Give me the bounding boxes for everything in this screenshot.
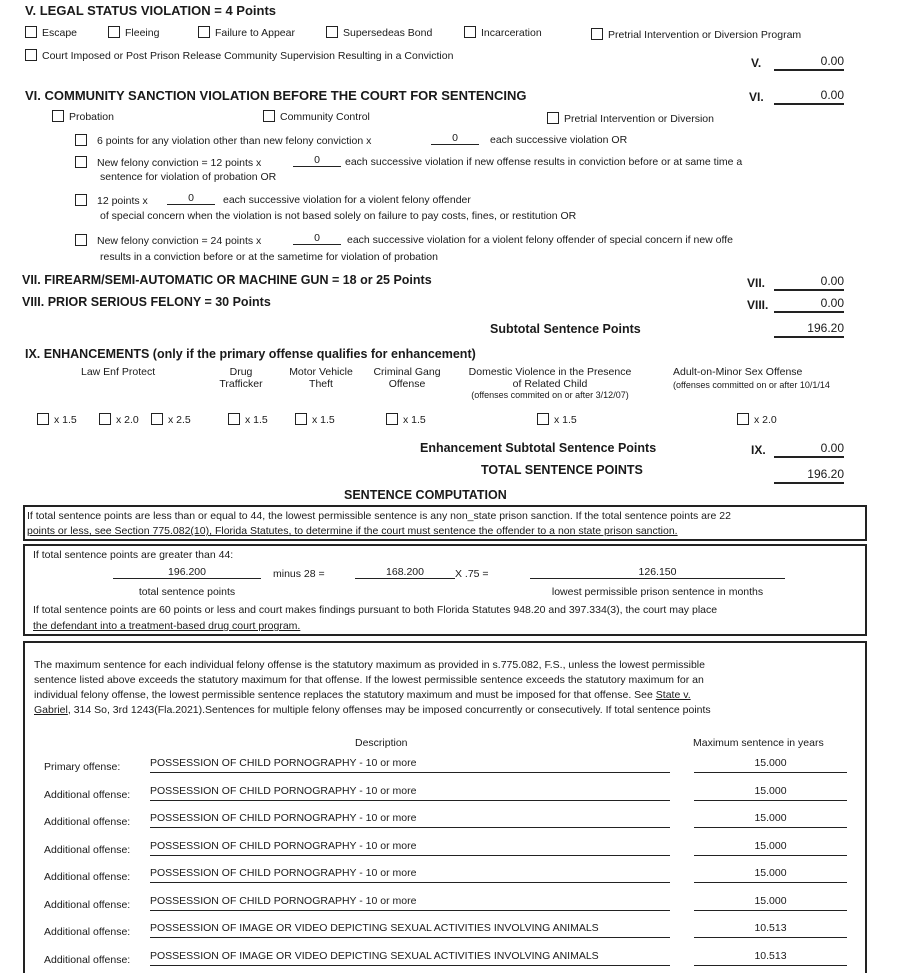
offense-row [25, 865, 865, 891]
heading-note: (offenses commited on or after 3/12/07) [471, 390, 629, 400]
supersedeas-bond-option[interactable] [326, 26, 432, 39]
checkbox[interactable] [75, 134, 87, 146]
offense-description[interactable]: POSSESSION OF CHILD PORNOGRAPHY - 10 or more [150, 840, 670, 856]
para-text: individual felony offense, the lowest permissible sentence replaces the statutory maximum and must be imposed for that offense. See [34, 689, 656, 701]
offense-type: Additional offense: [44, 816, 131, 828]
checkbox[interactable] [108, 26, 120, 38]
offense-description[interactable]: POSSESSION OF CHILD PORNOGRAPHY - 10 or more [150, 812, 670, 828]
heading-line: Domestic Violence in the Presence [468, 366, 632, 378]
checkbox[interactable] [326, 26, 338, 38]
checkbox[interactable] [75, 194, 87, 206]
section-v-label: V. [751, 56, 762, 70]
incarceration-option[interactable] [464, 26, 542, 39]
rule-text: New felony conviction = 24 points x [97, 235, 262, 247]
offense-row [25, 893, 865, 919]
max-years-column-header: Maximum sentence in years [693, 737, 824, 749]
rule-text: 12 points x [97, 195, 148, 207]
section-vi-label: VI. [749, 90, 764, 104]
checkbox[interactable] [99, 413, 111, 425]
high-points-box [23, 544, 867, 636]
offense-type: Additional offense: [44, 926, 131, 938]
law-enf-x2.0[interactable] [99, 413, 139, 426]
section-v-title: V. LEGAL STATUS VIOLATION = 4 Points [25, 3, 277, 18]
checkbox[interactable] [75, 234, 87, 246]
enhancement-subtotal-label: Enhancement Subtotal Sentence Points [420, 441, 657, 455]
heading-note: (offenses committed on or after 10/1/14 [673, 380, 830, 390]
checkbox[interactable] [25, 49, 37, 61]
low-points-line1: If total sentence points are less than or equal to 44, the lowest permissible sentence is any non_state prison sanction. If the total sentence points are 22 [27, 510, 731, 522]
case-citation-link[interactable]: State v. [655, 689, 691, 701]
section-v-value[interactable]: 0.00 [774, 54, 844, 71]
section-vii-label: VII. [747, 276, 766, 290]
heading-line: Offense [388, 378, 426, 390]
rule-text: New felony conviction = 12 points x [97, 157, 262, 169]
option-label: Escape [42, 27, 78, 39]
escape-option[interactable] [25, 26, 77, 39]
offense-description[interactable]: POSSESSION OF CHILD PORNOGRAPHY - 10 or more [150, 895, 670, 911]
rule-24-suffix: each successive violation for a violent felony offender of special concern if new offe [347, 234, 734, 246]
total-sentence-points-label: TOTAL SENTENCE POINTS [481, 463, 643, 477]
case-citation-link[interactable]: Gabriel [34, 704, 68, 716]
community-supervision-option[interactable] [25, 49, 453, 62]
multiplier-label: x 2.0 [116, 414, 139, 426]
offense-row [25, 838, 865, 864]
multiplier-label: x 1.5 [403, 414, 426, 426]
law-enf-x2.5[interactable] [151, 413, 191, 426]
domestic-violence-heading [456, 366, 644, 400]
offense-description[interactable]: POSSESSION OF CHILD PORNOGRAPHY - 10 or more [150, 785, 670, 801]
heading-line: Drug [229, 366, 253, 378]
drug-court-line2: the defendant into a treatment-based drug court program. [33, 620, 301, 632]
total-points-caption: total sentence points [138, 586, 236, 598]
rule-12-points [75, 156, 261, 169]
section-viii-title: VIII. PRIOR SERIOUS FELONY = 30 Points [22, 295, 271, 309]
option-label: Incarceration [481, 27, 542, 39]
offense-type: Additional offense: [44, 954, 131, 966]
option-label: Fleeing [125, 27, 160, 39]
offense-type: Additional offense: [44, 871, 131, 883]
section-vi-value[interactable]: 0.00 [774, 88, 844, 105]
total-sentence-points-value[interactable]: 196.20 [774, 467, 844, 484]
offense-row [25, 948, 865, 974]
offense-max-years[interactable]: 10.513 [694, 922, 847, 938]
max-sentence-box [23, 641, 867, 973]
pretrial-diversion-option[interactable] [547, 112, 714, 125]
option-label: Pretrial Intervention or Diversion [564, 113, 714, 125]
times-75-label: X .75 = [455, 568, 489, 580]
drug-trafficker-x1.5[interactable] [228, 413, 268, 426]
section-ix-label: IX. [751, 443, 766, 457]
heading-line: Adult-on-Minor Sex Offense [673, 366, 803, 378]
max-para-line1: The maximum sentence for each individual felony offense is the statutory maximum as provided in s.775.082, F.S., unless the lowest permissible [34, 659, 705, 671]
domestic-violence-x1.5[interactable] [537, 413, 577, 426]
probation-option[interactable] [52, 110, 114, 123]
multiplier-label: x 1.5 [312, 414, 335, 426]
offense-max-years[interactable]: 15.000 [694, 812, 847, 828]
option-label: Supersedeas Bond [343, 27, 433, 39]
adult-on-minor-x2.0[interactable] [737, 413, 777, 426]
rule-6-points [75, 134, 371, 147]
checkbox[interactable] [198, 26, 210, 38]
offense-max-years[interactable]: 15.000 [694, 840, 847, 856]
lowest-months-field[interactable]: 126.150 [530, 566, 785, 579]
offense-description[interactable]: POSSESSION OF CHILD PORNOGRAPHY - 10 or more [150, 757, 670, 773]
high-points-heading: If total sentence points are greater than 44: [33, 549, 234, 561]
heading-line: Theft [309, 378, 333, 390]
subtotal-label: Subtotal Sentence Points [490, 322, 641, 336]
rule-12-line2: sentence for violation of probation OR [100, 171, 277, 183]
checkbox[interactable] [52, 110, 64, 122]
offense-type: Additional offense: [44, 844, 131, 856]
law-enf-protect-heading: Law Enf Protect [81, 366, 156, 378]
checkbox[interactable] [25, 26, 37, 38]
offense-description[interactable]: POSSESSION OF IMAGE OR VIDEO DEPICTING SEXUAL ACTIVITIES INVOLVING ANIMALS [150, 922, 670, 938]
rule-12-violent-count[interactable] [167, 192, 215, 205]
heading-line: Criminal Gang [373, 366, 441, 378]
heading-line: Trafficker [219, 378, 263, 390]
checkbox[interactable] [537, 413, 549, 425]
pretrial-diversion-program-option[interactable] [591, 28, 801, 41]
max-para-line3 [34, 689, 691, 701]
checkbox[interactable] [386, 413, 398, 425]
lowest-months-caption: lowest permissible prison sentence in months [551, 586, 764, 598]
checkbox[interactable] [547, 112, 559, 124]
total-points-field[interactable]: 196.200 [113, 566, 261, 579]
rule-6-suffix: each successive violation OR [490, 134, 628, 146]
count-field[interactable]: 0 [431, 132, 479, 145]
option-label: Community Control [280, 111, 370, 123]
offense-max-years[interactable]: 15.000 [694, 895, 847, 911]
rule-24-points [75, 234, 261, 247]
count-field[interactable]: 0 [293, 154, 341, 167]
rule-24-line2: results in a conviction before or at the sametime for violation of probation [100, 251, 438, 263]
option-label: Pretrial Intervention or Diversion Program [608, 29, 802, 41]
rule-12-suffix: each successive violation if new offense results in conviction before or at same time a [345, 156, 743, 168]
criminal-gang-heading [370, 366, 444, 390]
drug-court-line1: If total sentence points are 60 points or less and court makes findings pursuant to both Florida Statutes 948.20 and 397.334(3), the court may place [33, 604, 718, 616]
offense-type: Additional offense: [44, 789, 131, 801]
count-field[interactable]: 0 [167, 192, 215, 205]
low-points-line2: points or less, see Section 775.082(10), Florida Statutes, to determine if the court must sentence the offender to a non state prison sanction. [27, 525, 678, 537]
section-vi-title: VI. COMMUNITY SANCTION VIOLATION BEFORE THE COURT FOR SENTENCING [25, 88, 527, 103]
option-label: Court Imposed or Post Prison Release Community Supervision Resulting in a Conviction [42, 50, 454, 62]
section-ix-title: IX. ENHANCEMENTS (only if the primary offense qualifies for enhancement) [25, 347, 476, 361]
offense-max-years[interactable]: 10.513 [694, 950, 847, 966]
description-column-header: Description [355, 737, 408, 749]
offense-row [25, 783, 865, 809]
offense-type: Primary offense: [44, 761, 121, 773]
after-minus-field[interactable]: 168.200 [355, 566, 455, 579]
multiplier-label: x 2.0 [754, 414, 777, 426]
offense-row [25, 920, 865, 946]
offense-max-years[interactable]: 15.000 [694, 867, 847, 883]
low-points-box [23, 505, 867, 541]
subtotal-value[interactable]: 196.20 [774, 321, 844, 338]
adult-on-minor-heading [673, 366, 830, 390]
criminal-gang-x1.5[interactable] [386, 413, 426, 426]
rule-12-violent-suffix: each successive violation for a violent felony offender [223, 194, 471, 206]
multiplier-label: x 2.5 [168, 414, 191, 426]
rule-12-violent-line2: of special concern when the violation is not based solely on failure to pay costs, fines, or restitution OR [100, 210, 577, 222]
section-viii-label: VIII. [747, 298, 769, 312]
para-text: , 314 So, 3rd 1243(Fla.2021).Sentences for multiple felony offenses may be imposed concurrently or consecutively. If total sentence points [67, 704, 711, 716]
rule-24-count[interactable] [293, 232, 341, 245]
checkbox[interactable] [75, 156, 87, 168]
heading-line: of Related Child [512, 378, 588, 390]
rule-6-count[interactable] [431, 132, 479, 145]
sentence-computation-title: SENTENCE COMPUTATION [344, 488, 507, 502]
offense-description[interactable]: POSSESSION OF IMAGE OR VIDEO DEPICTING SEXUAL ACTIVITIES INVOLVING ANIMALS [150, 950, 670, 966]
section-viii-value[interactable]: 0.00 [774, 296, 844, 313]
offense-max-years[interactable]: 15.000 [694, 757, 847, 773]
multiplier-label: x 1.5 [245, 414, 268, 426]
heading-line: Motor Vehicle [289, 366, 353, 378]
checkbox[interactable] [295, 413, 307, 425]
checkbox[interactable] [151, 413, 163, 425]
motor-vehicle-theft-heading [282, 366, 360, 390]
section-vii-value[interactable]: 0.00 [774, 274, 844, 291]
checkbox[interactable] [263, 110, 275, 122]
enhancement-subtotal-value[interactable]: 0.00 [774, 441, 844, 458]
offense-max-years[interactable]: 15.000 [694, 785, 847, 801]
law-enf-x1.5[interactable] [37, 413, 77, 426]
offense-row [25, 755, 865, 781]
minus-28-label: minus 28 = [273, 568, 325, 580]
count-field[interactable]: 0 [293, 232, 341, 245]
multiplier-label: x 1.5 [554, 414, 577, 426]
section-vii-title: VII. FIREARM/SEMI-AUTOMATIC OR MACHINE GUN = 18 or 25 Points [22, 273, 432, 287]
offense-row [25, 810, 865, 836]
checkbox[interactable] [228, 413, 240, 425]
max-para-line4 [34, 704, 711, 716]
checkbox[interactable] [37, 413, 49, 425]
checkbox[interactable] [591, 28, 603, 40]
community-control-option[interactable] [263, 110, 370, 123]
rule-text: 6 points for any violation other than new felony conviction x [97, 135, 372, 147]
option-label: Probation [69, 111, 114, 123]
fleeing-option[interactable] [108, 26, 159, 39]
drug-trafficker-heading [218, 366, 264, 390]
rule-12-violent [75, 194, 148, 207]
motor-vehicle-x1.5[interactable] [295, 413, 335, 426]
offense-description[interactable]: POSSESSION OF CHILD PORNOGRAPHY - 10 or more [150, 867, 670, 883]
multiplier-label: x 1.5 [54, 414, 77, 426]
max-para-line2: sentence listed above exceeds the statutory maximum for that offense. If the lowest permissible sentence exceeds the statutory maximum for an [34, 674, 704, 686]
option-label: Failure to Appear [215, 27, 295, 39]
checkbox[interactable] [737, 413, 749, 425]
failure-to-appear-option[interactable] [198, 26, 295, 39]
rule-12-count[interactable] [293, 154, 341, 167]
offense-type: Additional offense: [44, 899, 131, 911]
checkbox[interactable] [464, 26, 476, 38]
